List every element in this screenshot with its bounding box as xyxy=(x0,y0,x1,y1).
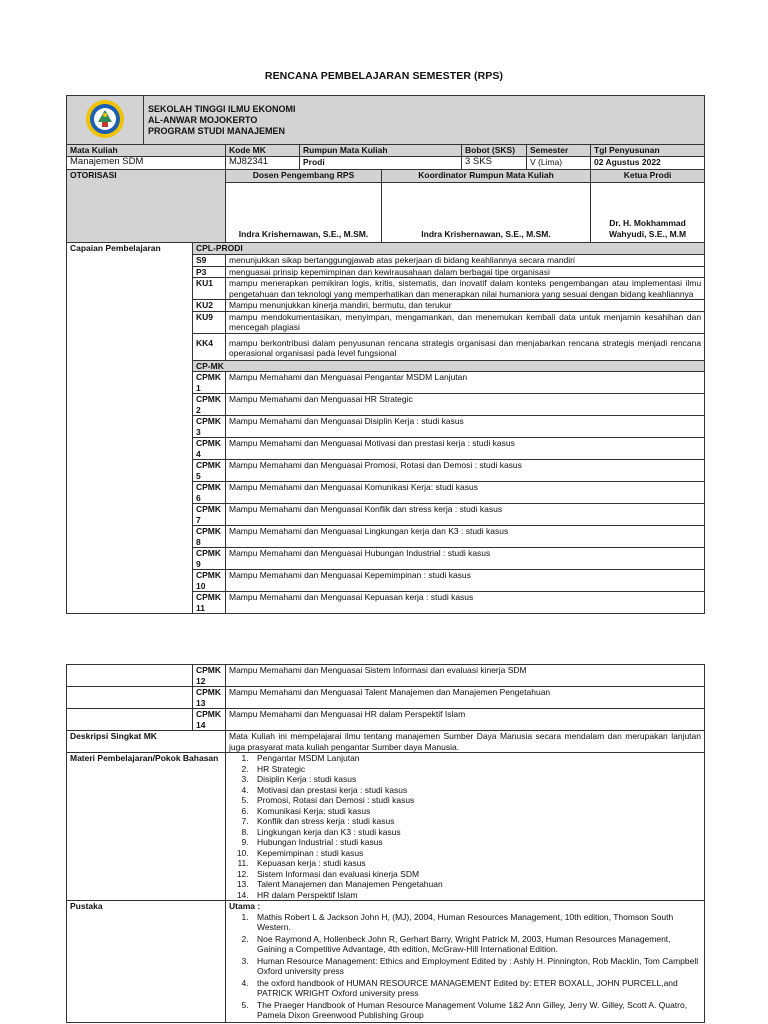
materi-item: 4. Motivasi dan prestasi kerja : studi kasus xyxy=(251,785,701,796)
cpl-text: menguasai prinsip kepemimpinan dan kewirausahaan dalam berbagai tipe organisasi xyxy=(226,266,705,278)
value-kode-mk: MJ82341 xyxy=(226,157,300,170)
cpmk-label-spacer xyxy=(67,665,193,687)
cpmk-code: CPMK7 xyxy=(193,504,226,526)
label-tgl: Tgl Penyusunan xyxy=(591,145,705,157)
materi-item: 10. Kepemimpinan : studi kasus xyxy=(251,848,701,859)
cpmk-text: Mampu Memahami dan Menguasai Disiplin Kerja : studi kasus xyxy=(226,416,705,438)
pustaka-item: 4. the oxford handbook of HUMAN RESOURCE MANAGEMENT Edited by: ETER BOXALL, JOHN PURCELL,and PATRICK WRIGHT Oxford university press xyxy=(251,978,701,999)
materi-item: 9. Hubungan Industrial : studi kasus xyxy=(251,837,701,848)
label-otorisasi: OTORISASI xyxy=(67,170,226,243)
kaprodi-signature: Dr. H. Mokhammad Wahyudi, S.E., M.M xyxy=(591,183,705,243)
cpmk-code: CPMK6 xyxy=(193,482,226,504)
materi-item: 1. Pengantar MSDM Lanjutan xyxy=(251,753,701,764)
cpmk-code: CPMK14 xyxy=(193,709,226,731)
pustaka-item: 1. Mathis Robert L & Jackson John H, (MJ), 2004, Human Resources Management, 10th edition, Thomson South Western. xyxy=(251,912,701,933)
cpl-text: menunjukkan sikap bertanggungjawab atas pekerjaan di bidang keahliannya secara mandiri xyxy=(226,255,705,267)
koordinator-signature: Indra Krishernawan, S.E., M.SM. xyxy=(382,183,591,243)
school-name: SEKOLAH TINGGI ILMU EKONOMI xyxy=(148,103,296,114)
cpmk-text: Mampu Memahami dan Menguasai Kepuasan kerja : studi kasus xyxy=(226,592,705,614)
cpmk-text: Mampu Memahami dan Menguasai Hubungan Industrial : studi kasus xyxy=(226,548,705,570)
label-deskripsi: Deskripsi Singkat MK xyxy=(67,731,226,753)
cpmk-text: Mampu Memahami dan Menguasai Promosi, Rotasi dan Demosi : studi kasus xyxy=(226,460,705,482)
label-ketua-prodi: Ketua Prodi xyxy=(591,170,705,183)
label-mata-kuliah: Mata Kuliah xyxy=(67,145,226,157)
cpl-code: KU2 xyxy=(193,300,226,312)
materi-item: 13. Talent Manajemen dan Manajemen Pengetahuan xyxy=(251,879,701,890)
cpmk-code: CPMK13 xyxy=(193,687,226,709)
cpmk-code: CPMK8 xyxy=(193,526,226,548)
cpmk-label-spacer xyxy=(67,709,193,731)
materi-list-cell xyxy=(226,753,705,901)
cpmk-text: Mampu Memahami dan Menguasai Konflik dan stress kerja : studi kasus xyxy=(226,504,705,526)
cpl-header: CPL-PRODI xyxy=(193,243,705,255)
cpl-text: mampu mendokumentasikan, menyimpan, mengamankan, dan menemukan kembali data untuk menjamin kesahihan dan mencegah plagiasi xyxy=(226,311,705,333)
label-koordinator: Koordinator Rumpun Mata Kuliah xyxy=(382,170,591,183)
cpl-code: KK4 xyxy=(193,333,226,360)
cpl-code: P3 xyxy=(193,266,226,278)
program-name: PROGRAM STUDI MANAJEMEN xyxy=(148,125,286,136)
value-mata-kuliah: Manajemen SDM xyxy=(67,157,226,170)
cpl-code: KU9 xyxy=(193,311,226,333)
label-bobot: Bobot (SKS) xyxy=(462,145,527,157)
cpmk-text: Mampu Memahami dan Menguasai Kepemimpinan : studi kasus xyxy=(226,570,705,592)
value-rumpun: Prodi xyxy=(300,157,462,170)
cpmk-text: Mampu Memahami dan Menguasai Pengantar MSDM Lanjutan xyxy=(226,372,705,394)
value-semester: V (Lima) xyxy=(527,157,591,170)
materi-item: 5. Promosi, Rotasi dan Demosi : studi kasus xyxy=(251,795,701,806)
label-capaian: Capaian Pembelajaran xyxy=(67,243,193,614)
cpl-text: Mampu menunjukkan kinerja mandiri, bermutu, dan terukur xyxy=(226,300,705,312)
label-rumpun: Rumpun Mata Kuliah xyxy=(300,145,462,157)
pustaka-item: 3. Human Resource Management: Ethics and Employment Edited by : Ashly H. Pinnington, Rob Macklin, Tom Campbell Oxford university press xyxy=(251,956,701,977)
cpl-text: mampu berkontribusi dalam penyusunan rencana strategis organisasi dan menjabarkan rencana strategis menjadi rencana operasional organisasi pada level fungsional xyxy=(226,333,705,360)
cpmk-label-spacer xyxy=(67,687,193,709)
materi-item: 2. HR Strategic xyxy=(251,764,701,775)
label-materi: Materi Pembelajaran/Pokok Bahasan xyxy=(67,753,226,901)
cpmk-header: CP-MK xyxy=(193,360,705,372)
cpmk-code: CPMK10 xyxy=(193,570,226,592)
school-logo-icon xyxy=(85,99,125,139)
cpmk-text: Mampu Memahami dan Menguasai Lingkungan kerja dan K3 : studi kasus xyxy=(226,526,705,548)
pustaka-item: 2. Noe Raymond A, Hollenbeck John R, Gerhart Barry, Wright Patrick M, 2003, Human Resources Management, Gaining a Competitive Advantage, 4th edition, McGraw-Hill International Edition. xyxy=(251,934,701,955)
pustaka-utama-label: Utama : xyxy=(229,901,261,911)
cpmk-text: Mampu Memahami dan Menguasai HR Strategic xyxy=(226,394,705,416)
cpmk-code: CPMK11 xyxy=(193,592,226,614)
rps-table-page-2 xyxy=(66,664,705,1023)
cpmk-code: CPMK3 xyxy=(193,416,226,438)
school-header xyxy=(144,96,705,145)
cpmk-code: CPMK2 xyxy=(193,394,226,416)
label-semester: Semester xyxy=(527,145,591,157)
rps-table-page-1 xyxy=(66,95,705,614)
pustaka-cell xyxy=(226,901,705,1023)
cpmk-text: Mampu Memahami dan Menguasai HR dalam Perspektif Islam xyxy=(226,709,705,731)
materi-item: 14. HR dalam Perspektif Islam xyxy=(251,890,701,901)
materi-item: 3. Disiplin Kerja : studi kasus xyxy=(251,774,701,785)
cpmk-code: CPMK4 xyxy=(193,438,226,460)
value-bobot: 3 SKS xyxy=(462,157,527,170)
deskripsi-text: Mata Kuliah ini mempelajarai ilmu tentang manajemen Sumber Daya Manusia secara mendalam dan merupakan lanjutan juga prasyarat mata kuliah pengantar Sumber daya Manusia. xyxy=(226,731,705,753)
document-title: RENCANA PEMBELAJARAN SEMESTER (RPS) xyxy=(264,70,504,82)
materi-list xyxy=(229,753,701,900)
value-tgl: 02 Agustus 2022 xyxy=(591,157,705,170)
cpmk-code: CPMK1 xyxy=(193,372,226,394)
cpmk-text: Mampu Memahami dan Menguasai Sistem Informasi dan evaluasi kinerja SDM xyxy=(226,665,705,687)
materi-item: 8. Lingkungan kerja dan K3 : studi kasus xyxy=(251,827,701,838)
pustaka-item: 5. The Praeger Handbook of Human Resource Management Volume 1&2 Ann Gilley, Jerry W. Gilley, Scott A. Quatro, Pamela Dixon Greenwood Publishing Group xyxy=(251,1000,701,1021)
cpmk-code: CPMK5 xyxy=(193,460,226,482)
cpmk-text: Mampu Memahami dan Menguasai Komunikasi Kerja: studi kasus xyxy=(226,482,705,504)
materi-item: 11. Kepuasan kerja : studi kasus xyxy=(251,858,701,869)
pustaka-list xyxy=(229,912,701,1021)
dosen-signature: Indra Krishernawan, S.E., M.SM. xyxy=(226,183,382,243)
cpmk-code: CPMK9 xyxy=(193,548,226,570)
materi-item: 7. Konflik dan stress kerja : studi kasus xyxy=(251,816,701,827)
label-dosen-pengembang: Dosen Pengembang RPS xyxy=(226,170,382,183)
materi-item: 6. Komunikasi Kerja: studi kasus xyxy=(251,806,701,817)
cpl-code: S9 xyxy=(193,255,226,267)
label-pustaka: Pustaka xyxy=(67,901,226,1023)
materi-item: 12. Sistem Informasi dan evaluasi kinerja SDM xyxy=(251,869,701,880)
school-logo-cell xyxy=(67,96,144,145)
campus-name: AL-ANWAR MOJOKERTO xyxy=(148,114,258,125)
cpmk-text: Mampu Memahami dan Menguasai Talent Manajemen dan Manajemen Pengetahuan xyxy=(226,687,705,709)
cpmk-text: Mampu Memahami dan Menguasai Motivasi dan prestasi kerja : studi kasus xyxy=(226,438,705,460)
cpl-text: mampu menerapkan pemikiran logis, kritis, sistematis, dan inovatif dalam konteks pengembangan atau implementasi ilmu pengetahuan dan teknologi yang memperhatikan dan menerapkan nilai humaniora yang sesuai dengan bidang keahliannya xyxy=(226,278,705,300)
cpmk-code: CPMK12 xyxy=(193,665,226,687)
cpl-code: KU1 xyxy=(193,278,226,300)
label-kode-mk: Kode MK xyxy=(226,145,300,157)
